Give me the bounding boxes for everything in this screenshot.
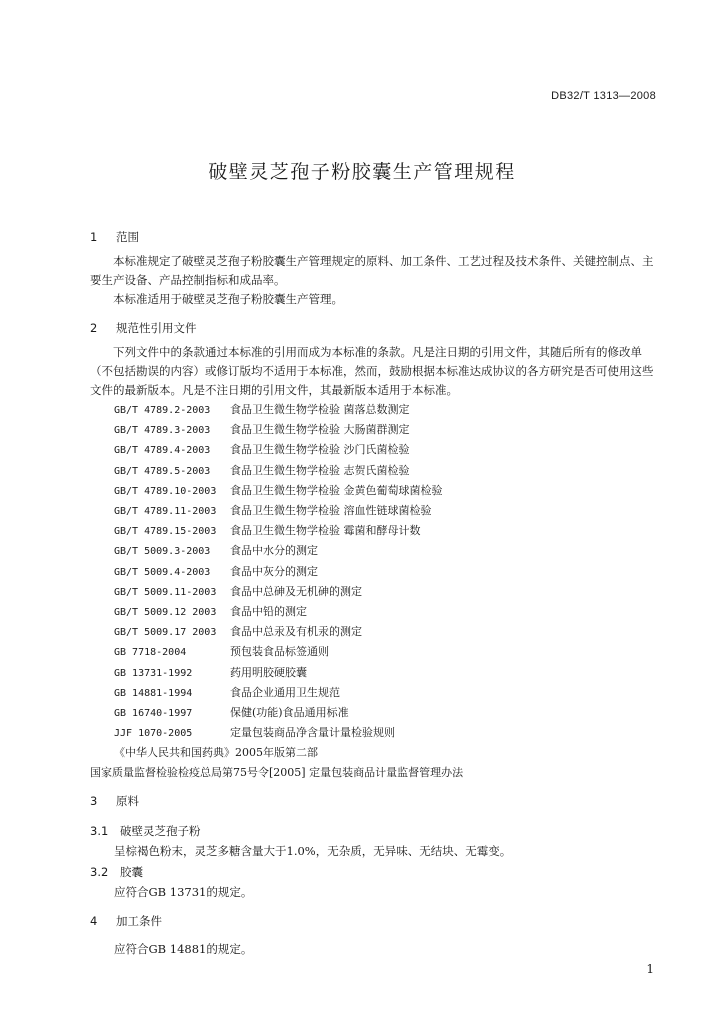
reference-item [84,461,660,481]
reference-name: 保健(功能)食品通用标准 [230,706,349,720]
reference-code: GB/T 4789.15-2003 [114,526,217,538]
reference-code: GB/T 4789.3-2003 [114,425,211,437]
reference-item [84,582,660,602]
section-2-intro: 下列文件中的条款通过本标准的引用而成为本标准的条款。凡是注日期的引用文件，其随后所有的修改单（不包括勘误的内容）或修订版均不适用于本标准，然而，鼓励根据本标准达成协议的各方研究是否可使用这些文件的最新版本。凡是不注日期的引用文件，其最新版本适用于本标准。 [90,345,654,397]
section-title: 原料 [116,793,139,808]
reference-code: GB/T 5009.3-2003 [114,546,211,558]
reference-code: GB 14881-1994 [114,687,193,699]
reference-name: 食品卫生微生物学检验 金黄色葡萄球菌检验 [230,483,443,497]
section-3-heading [84,790,660,812]
reference-list [84,400,660,782]
reference-name: 食品卫生微生物学检验 大肠菌群测定 [230,423,410,437]
reference-item [84,562,660,582]
reference-item [84,622,660,642]
reference-name: 食品卫生微生物学检验 溶血性链球菌检验 [230,504,432,518]
page-number: 1 [646,962,654,976]
reference-code: GB/T 5009.12 2003 [114,607,217,619]
section-title: 加工条件 [116,913,162,928]
reference-name: 食品中铅的测定 [230,605,307,619]
section-4-heading [84,910,660,932]
reference-name: 食品中总汞及有机汞的测定 [230,625,362,639]
reference-item [84,501,660,521]
reference-code: GB/T 4789.4-2003 [114,445,211,457]
reference-name: 食品中总砷及无机砷的测定 [230,584,362,598]
reference-code: GB 16740-1997 [114,708,193,720]
reference-item [84,440,660,460]
reference-code: GB/T 4789.10-2003 [114,485,217,497]
reference-code: GB 13731-1992 [114,667,193,679]
reference-name: 药用明胶硬胶囊 [230,665,307,679]
subsection-title: 破壁灵芝孢子粉 [120,823,201,838]
reference-item [84,723,660,743]
section-1-heading [84,226,660,248]
section-1-paragraph: 本标准规定了破壁灵芝孢子粉胶囊生产管理规定的原料、加工条件、工艺过程及技术条件、关键控制点、主要生产设备、产品控制指标和成品率。 [90,254,654,287]
reference-item [84,683,660,703]
reference-item [84,521,660,541]
reference-code: GB/T 5009.17 2003 [114,627,217,639]
reference-name: 定量包装商品净含量计量检验规则 [230,726,395,740]
section-number: 4 [90,913,98,928]
section-4-text: 应符合GB 14881的规定。 [114,941,253,956]
subsection-title: 胶囊 [120,864,143,879]
reference-code: GB/T 4789.5-2003 [114,465,211,477]
document-body [84,226,660,959]
subsection-number: 3.1 [90,823,109,838]
subsection-3-2-heading [84,861,660,883]
section-number: 2 [90,321,98,335]
reference-code: GB/T 5009.4-2003 [114,566,211,578]
subsection-3-2-text: 应符合GB 13731的规定。 [114,884,253,899]
subsection-3-1-heading [84,820,660,842]
reference-item: 《中华人民共和国药典》2005年版第二部 [114,746,318,760]
reference-code: GB/T 5009.11-2003 [114,586,217,598]
subsection-number: 3.2 [90,864,109,879]
reference-name: 食品卫生微生物学检验 沙门氏菌检验 [230,443,410,457]
reference-name: 食品卫生微生物学检验 菌落总数测定 [230,403,410,416]
reference-item [84,602,660,622]
subsection-3-1-text: 呈棕褐色粉末，灵芝多糖含量大于1.0%，无杂质，无异味、无结块、无霉变。 [114,843,512,858]
reference-item: 国家质量监督检验检疫总局第75号令[2005] 定量包装商品计量监督管理办法 [90,765,464,779]
reference-name: 食品卫生微生物学检验 霉菌和酵母计数 [230,524,421,538]
reference-name: 食品中水分的测定 [230,544,318,558]
section-2-heading [84,317,660,339]
section-number: 1 [90,230,98,244]
reference-item [84,642,660,662]
section-1-paragraph: 本标准适用于破壁灵芝孢子粉胶囊生产管理。 [113,292,343,306]
reference-item [84,663,660,683]
reference-item [84,481,660,501]
reference-name: 食品卫生微生物学检验 志贺氏菌检验 [230,463,410,477]
section-title: 范围 [116,230,139,244]
reference-code: GB/T 4789.2-2003 [114,405,211,416]
reference-name: 食品中灰分的测定 [230,564,318,578]
reference-name: 预包装食品标签通则 [230,645,329,659]
document-title: 破壁灵芝孢子粉胶囊生产管理规程 [208,161,516,183]
reference-item [84,420,660,440]
section-number: 3 [90,793,98,808]
section-title: 规范性引用文件 [116,321,197,335]
reference-code: GB 7718-2004 [114,647,187,659]
reference-code: GB/T 4789.11-2003 [114,506,217,518]
reference-name: 食品企业通用卫生规范 [230,685,340,699]
reference-item [84,400,660,420]
reference-code: JJF 1070-2005 [114,728,193,740]
reference-item [84,703,660,723]
standard-code: DB32/T 1313—2008 [551,90,656,102]
reference-item [84,541,660,561]
